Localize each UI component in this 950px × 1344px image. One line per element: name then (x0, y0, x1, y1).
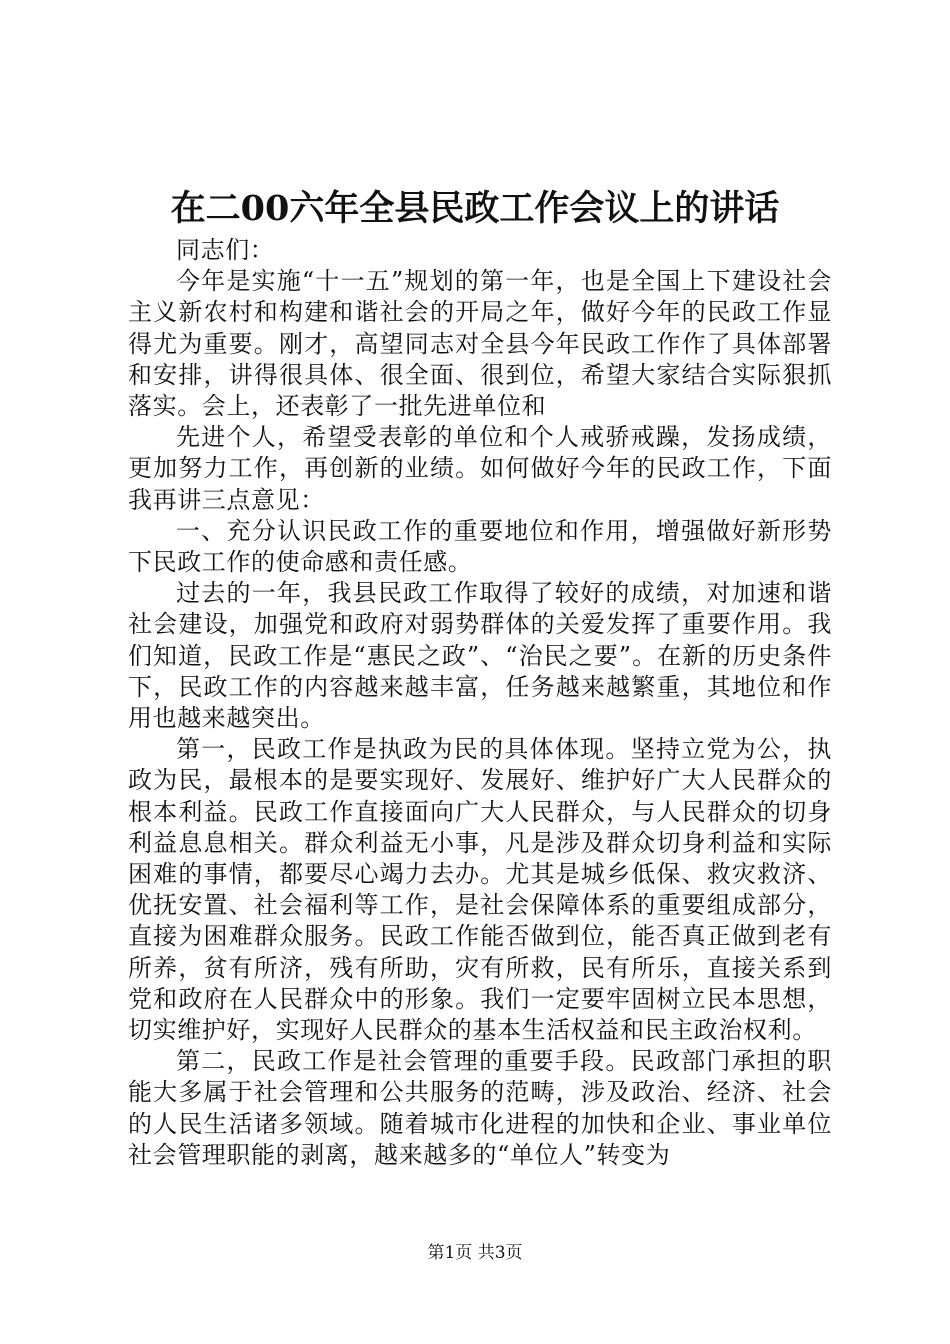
section-heading-1: 一、充分认识民政工作的重要地位和作用，增强做好新形势下民政工作的使命感和责任感。 (128, 516, 832, 577)
document-title: 在二00六年全县民政工作会议上的讲话 (170, 188, 780, 229)
paragraph-intro: 今年是实施“十一五”规划的第一年，也是全国上下建设社会主义新农村和构建和谐社会的开局之年，做好今年的民政工作显得尤为重要。刚才，高望同志对全县今年民政工作作了具体部署和安排，讲得很具体、很全面、很到位，希望大家结合实际狠抓落实。会上，还表彰了一批先进单位和 (128, 267, 832, 421)
paragraph-point-2: 第二，民政工作是社会管理的重要手段。民政部门承担的职能大多属于社会管理和公共服务的范畴，涉及政治、经济、社会的人民生活诸多领域。随着城市化进程的加快和企业、事业单位社会管理职能的剥离，越来越多的“单位人”转变为 (128, 1047, 832, 1169)
document-body (128, 235, 832, 1171)
paragraph-salutation: 同志们： (176, 236, 275, 264)
paragraph-review: 过去的一年，我县民政工作取得了较好的成绩，对加速和谐社会建设，加强党和政府对弱势群体的关爱发挥了重要作用。我们知道，民政工作是“惠民之政”、“治民之要”。在新的历史条件下，民政工作的内容越来越丰富，任务越来越繁重，其地位和作用也越来越突出。 (128, 579, 832, 733)
page-footer: 第1页 共3页 (427, 1243, 523, 1263)
paragraph-point-1: 第一，民政工作是执政为民的具体体现。坚持立党为公，执政为民，最根本的是要实现好、发展好、维护好广大人民群众的根本利益。民政工作直接面向广大人民群众，与人民群众的切身利益息息相关。群众利益无小事，凡是涉及群众切身利益和实际困难的事情，都要尽心竭力去办。尤其是城乡低保、救灾救济、优抚安置、社会福利等工作，是社会保障体系的重要组成部分，直接为困难群众服务。民政工作能否做到位，能否真正做到老有所养，贫有所济，残有所助，灾有所救，民有所乐，直接关系到党和政府在人民群众中的形象。我们一定要牢固树立民本思想，切实维护好，实现好人民群众的基本生活权益和民主政治权利。 (128, 735, 832, 1045)
paragraph-intro-continued: 先进个人，希望受表彰的单位和个人戒骄戒躁，发扬成绩，更加努力工作，再创新的业绩。如何做好今年的民政工作，下面我再讲三点意见： (128, 423, 832, 514)
